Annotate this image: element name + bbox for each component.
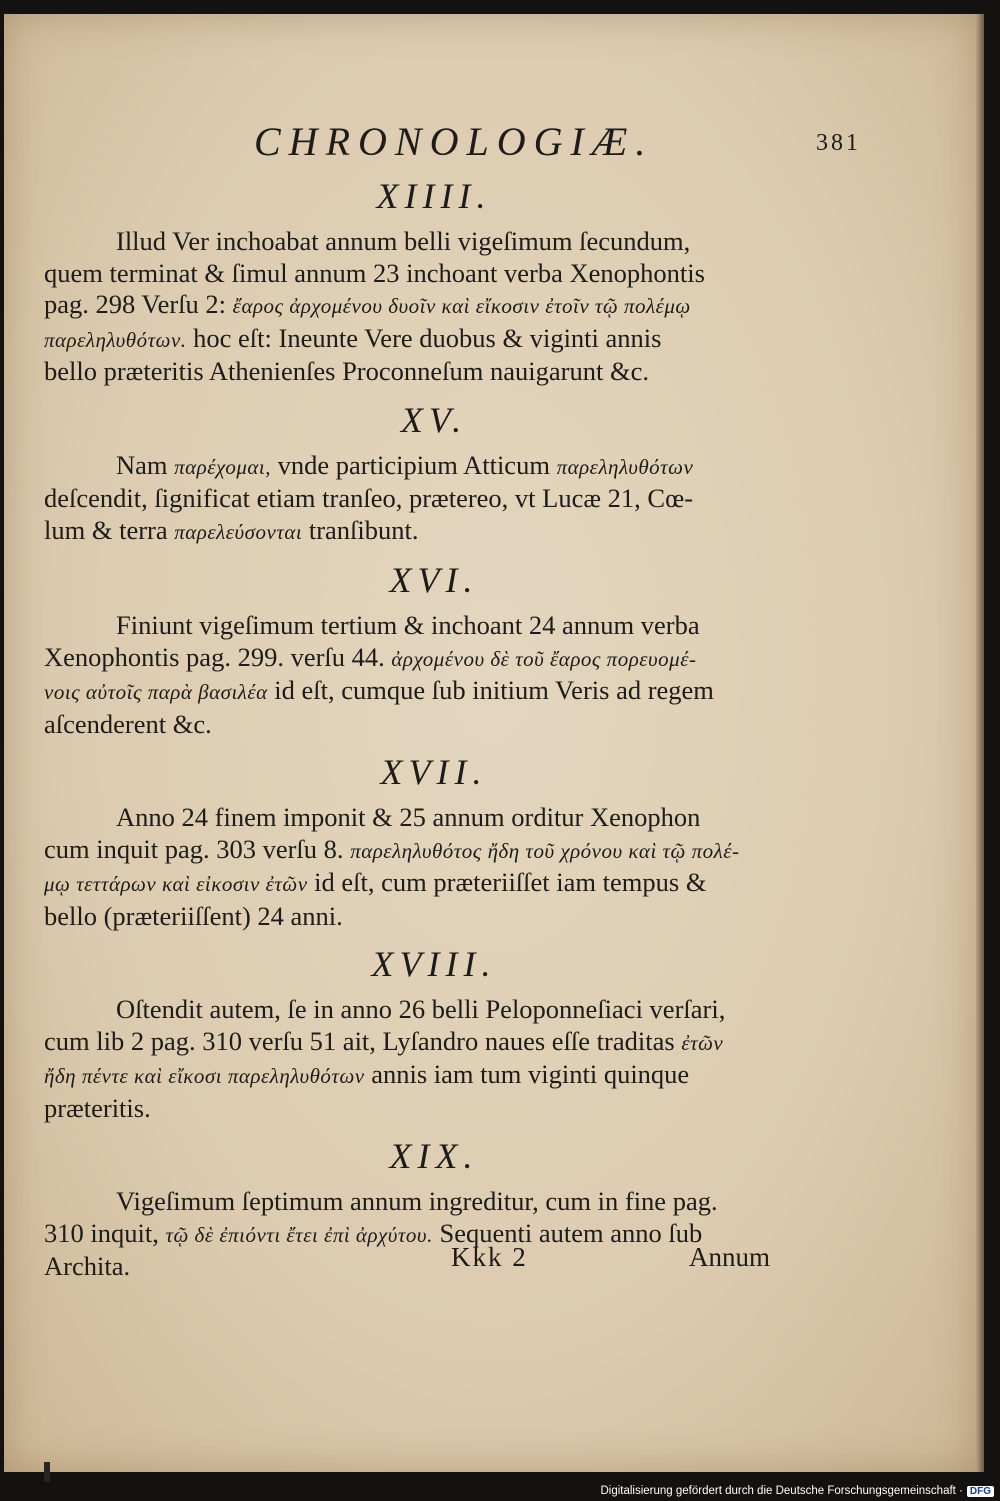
latin-text: id eſt, cumque ſub initium Veris ad regem: [267, 675, 714, 705]
text-line: [44, 709, 824, 741]
text-line: [44, 226, 824, 258]
text-line: [44, 675, 824, 709]
text-line: [44, 1026, 824, 1060]
greek-quotation: ἀρχομένου δὲ τοῦ ἔαρος πορευομέ-: [391, 646, 697, 671]
section-paragraph: [44, 994, 824, 1124]
greek-quotation: ἤδη πέντε καὶ εἴκοσι παρεληλυθότων: [44, 1064, 365, 1088]
section-number: XV.: [400, 399, 468, 440]
page-edge: [976, 14, 984, 1472]
page-number: 381: [816, 130, 861, 156]
text-line: [44, 258, 824, 290]
section-number: XVII.: [380, 752, 488, 792]
text-line: [44, 1059, 824, 1093]
latin-text: Illud Ver inchoabat annum belli vigeſimum ſecundum,: [116, 226, 691, 256]
greek-quotation: παρεληλυθότων: [556, 454, 694, 479]
latin-text: cum lib 2 pag. 310 verſu 51 ait, Lyſandro naues eſſe traditas: [44, 1025, 682, 1056]
text-line: [44, 642, 824, 676]
latin-text: Nam: [116, 449, 175, 480]
latin-text: præteritis.: [44, 1092, 151, 1123]
latin-text: deſcendit, ſignificat etiam tranſeo, prætereo, vt Lucæ 21, Cœ-: [44, 483, 694, 513]
text-line: [44, 834, 824, 868]
greek-quotation: παρεληλυθότος ἤδη τοῦ χρόνου καὶ τῷ πολέ-: [350, 838, 740, 863]
text-line: [44, 1186, 824, 1218]
running-header: [4, 114, 976, 174]
greek-quotation: ἔαρος ἀρχομένου δυοῖν καὶ εἴκοσιν ἐτοῖν τῷ πολέμῳ: [232, 294, 691, 318]
text-line: [44, 323, 824, 357]
latin-text: Oſtendit autem, ſe in anno 26 belli Peloponneſiaci verſari,: [116, 994, 726, 1024]
text-line: [44, 901, 824, 933]
latin-text: vnde participium Atticum: [271, 449, 557, 480]
text-line: [44, 515, 824, 549]
page-body: [44, 174, 824, 1293]
latin-text: Archita.: [44, 1251, 131, 1281]
section-paragraph: [44, 450, 824, 549]
text-line: [44, 867, 824, 901]
text-line: [44, 289, 824, 323]
latin-text: aſcenderent &c.: [44, 708, 212, 739]
section-paragraph: [44, 802, 824, 932]
text-line: [44, 483, 824, 515]
dfg-logo: DFG: [967, 1486, 994, 1497]
latin-text: Finiunt vigeſimum tertium & inchoant 24 annum verba: [116, 610, 700, 640]
text-line: [44, 450, 824, 484]
latin-text: bello præteritis Athenienſes Proconneſum nauigarunt &c.: [44, 356, 649, 386]
latin-text: pag. 298 Verſu 2:: [44, 289, 233, 319]
latin-text: lum & terra: [44, 514, 175, 545]
greek-quotation: τῷ δὲ ἐπιόντι ἔτει ἐπὶ ἀρχύτου.: [165, 1222, 433, 1247]
latin-text: 310 inquit,: [44, 1217, 166, 1248]
binding-mark: [44, 1462, 50, 1482]
signature-mark: Kkk 2: [451, 1242, 528, 1272]
text-line: [44, 610, 824, 642]
latin-text: Xenophontis pag. 299. verſu 44.: [44, 641, 392, 672]
greek-quotation: νοις αὐτοῖς παρὰ βασιλέα: [44, 680, 268, 704]
latin-text: hoc eſt: Ineunte Vere duobus & viginti annis: [186, 322, 662, 353]
text-line: [44, 994, 824, 1026]
latin-text: Anno 24 finem imponit & 25 annum orditur Xenophon: [116, 802, 701, 832]
greek-quotation: παρέχομαι,: [174, 454, 271, 479]
greek-quotation: μῳ τεττάρων καὶ εἰκοσιν ἐτῶν: [44, 872, 308, 896]
greek-quotation: ἐτῶν: [681, 1030, 724, 1055]
latin-text: cum inquit pag. 303 verſu 8.: [44, 833, 351, 864]
section-paragraph: [44, 226, 824, 388]
section-number: XIIII.: [376, 176, 492, 216]
latin-text: id eſt, cum præteriiſſet iam tempus &: [307, 867, 707, 897]
section-number: XVIII.: [371, 944, 497, 984]
latin-text: Sequenti autem anno ſub: [432, 1217, 703, 1248]
greek-quotation: παρεληλυθότων.: [44, 327, 187, 352]
latin-text: quem terminat & ſimul annum 23 inchoant verba Xenophontis: [44, 257, 705, 288]
book-page: [4, 14, 976, 1472]
text-line: [44, 802, 824, 834]
latin-text: Vigeſimum ſeptimum annum ingreditur, cum in fine pag.: [116, 1186, 718, 1216]
greek-quotation: παρελεύσονται: [174, 519, 303, 544]
running-title: CHRONOLOGIÆ.: [254, 119, 654, 164]
catchword: Annum: [689, 1242, 770, 1272]
section-paragraph: [44, 610, 824, 740]
credit-text: Digitalisierung gefördert durch die Deutsche Forschungsgemeinschaft ·: [600, 1485, 963, 1497]
text-line: [44, 1093, 824, 1125]
latin-text: tranſibunt.: [302, 514, 419, 545]
latin-text: bello (præteriiſſent) 24 anni.: [44, 900, 343, 931]
digitization-credit: [600, 1485, 994, 1497]
text-line: [44, 356, 824, 388]
section-number: XIX.: [389, 1136, 479, 1176]
latin-text: annis iam tum viginti quinque: [364, 1059, 690, 1089]
section-number: XVI.: [389, 560, 479, 600]
